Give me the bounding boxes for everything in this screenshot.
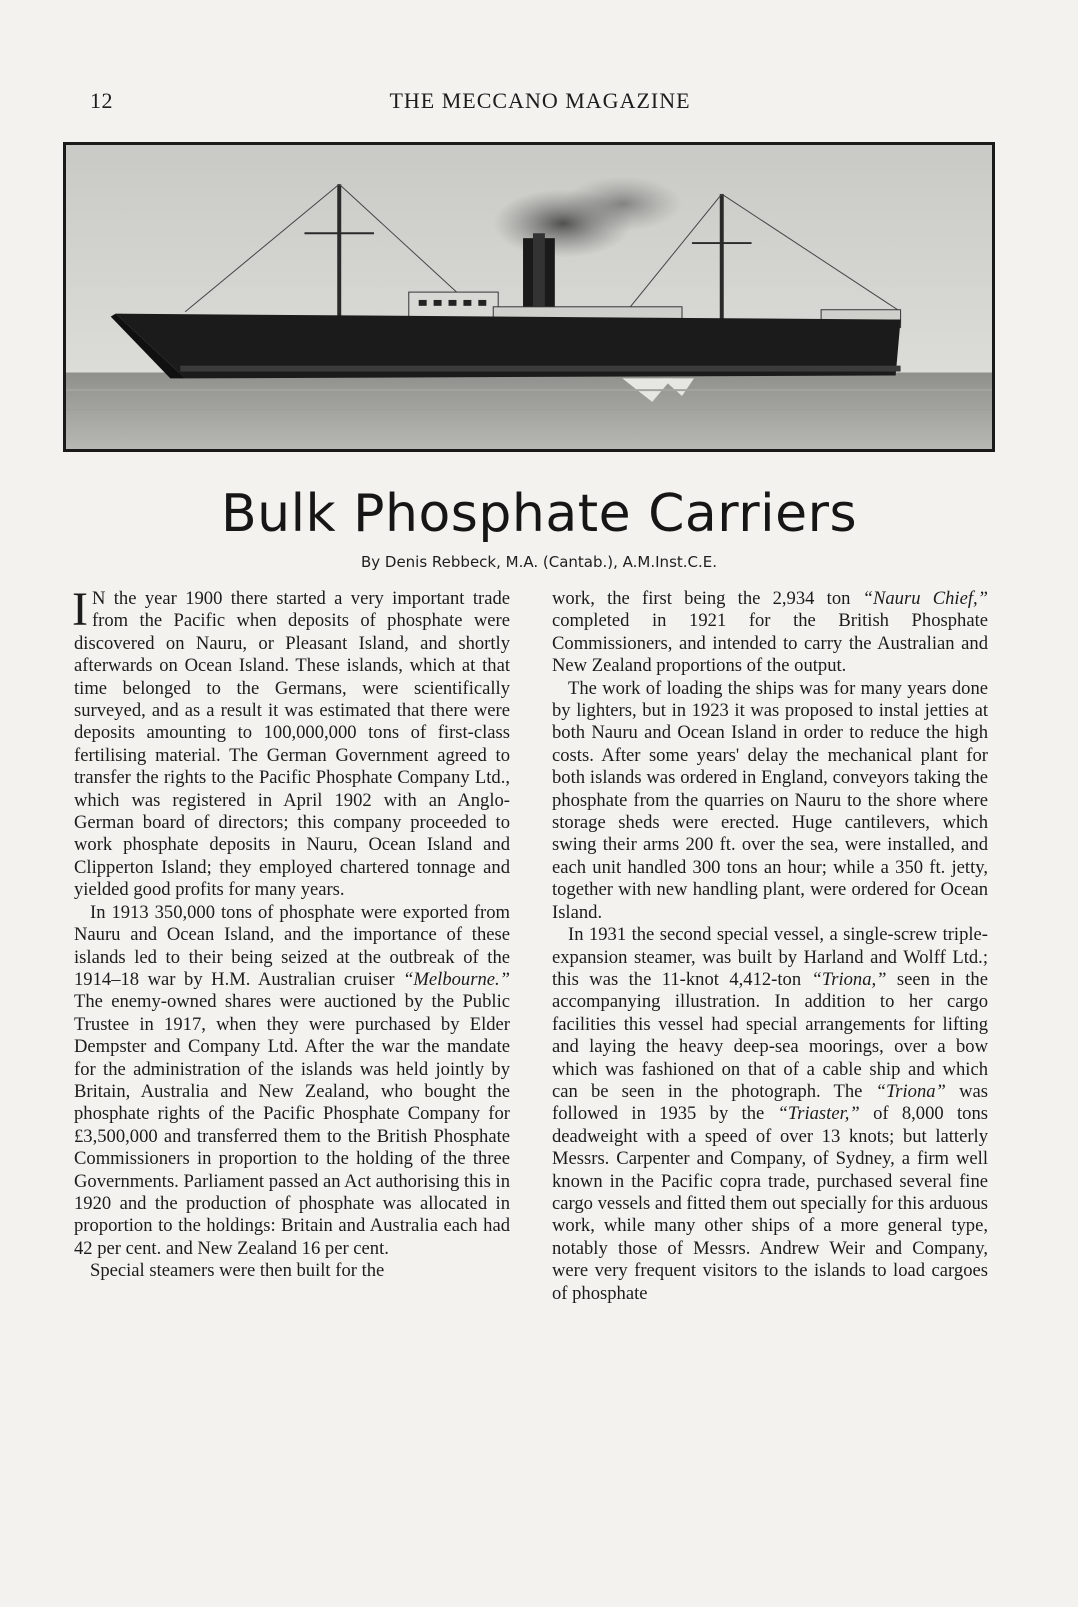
paragraph: In 1913 350,000 tons of phosphate were exported from Nauru and Ocean Island, and the importance of these islands led to their being seized at the outbreak of the 1914–18 war by H.M. Australian cruiser “Melbourne.” The enemy-owned shares were auctioned by the Public Trustee in 1917, when they were purchased by Elder Dempster and Company Ltd. After the war the mandate for the administration of the islands was held jointly by Britain, Australia and New Zealand, who bought the phosphate rights of the Pacific Phosphate Company for £3,500,000 and transferred them to the British Phosphate Commissioners in proportion to the holding of the three Governments. Parliament passed an Act authorising this in 1920 and the production of phosphate was allocated in proportion to the holdings: Britain and Australia each had 42 per cent. and New Zealand 16 per cent. (74, 901, 510, 1259)
steamship-photo (63, 142, 995, 452)
paragraph: work, the first being the 2,934 ton “Nauru Chief,” completed in 1921 for the British Phosphate Commissioners, and intended to carry the Australian and New Zealand proportions of the output. (552, 588, 988, 677)
article-byline: By Denis Rebbeck, M.A. (Cantab.), A.M.Inst.C.E. (360, 553, 718, 571)
article-title: Bulk Phosphate Carriers (220, 484, 858, 544)
paragraph: In 1931 the second special vessel, a single-screw triple-expansion steamer, was built by Harland and Wolff Ltd.; this was the 11-knot 4,412-ton “Triona,” seen in the accompanying illustration. In addition to her cargo facilities this vessel had special arrangements for lifting and laying the heavy deep-sea moorings, over a bow which was fashioned on that of a cable ship and which can be seen in the photograph. The “Triona” was followed in 1935 by the “Triaster,” of 8,000 tons deadweight with a speed of over 13 knots; but latterly Messrs. Carpenter and Company, of Sydney, a firm well known in the Pacific copra trade, purchased several fine cargo vessels and fitted them out specially for this arduous work, while many other ships of a more general type, notably those of Messrs. Andrew Weir and Company, were very frequent visitors to the islands to load cargoes of phosphate (552, 924, 988, 1304)
running-head: THE MECCANO MAGAZINE (389, 88, 691, 113)
page-number: 12 (90, 88, 113, 113)
ship-name: “Nauru Chief,” (862, 588, 988, 609)
right-column (552, 588, 988, 1305)
paragraph: I N the year 1900 there started a very important trade from the Pacific when deposits of phosphate were discovered on Nauru, or Pleasant Island, and shortly afterwards on Ocean Island. These islands, which at that time belonged to the Germans, were scientifically surveyed, and as a result it was estimated that there were deposits amounting to 100,000,000 tons of first-class fertilising material. The German Government agreed to transfer the rights to the Pacific Phosphate Company Ltd., which was registered in April 1902 with an Anglo-German board of directors; this company proceeded to work phosphate deposits in Nauru, Ocean Island and Clipperton Island; they employed chartered tonnage and yielded good profits for many years. (72, 583, 510, 901)
ship-name: “Triona” (875, 1080, 946, 1102)
ship-name: “Triona,” (811, 968, 887, 990)
left-column (72, 583, 510, 1283)
paragraph: Special steamers were then built for the (90, 1260, 385, 1282)
steamship-illustration (66, 145, 992, 449)
ship-name: “Triaster,” (777, 1103, 860, 1125)
drop-cap: I (72, 583, 88, 636)
paragraph: The work of loading the ships was for many years done by lighters, but in 1923 it was proposed to instal jetties at both Nauru and Ocean Island in order to reduce the high costs. After some years' delay the mechanical plant for both islands was ordered in England, conveyors taking the phosphate from the quarries on Nauru to the shore where storage sheds were erected. Huge cantilevers, which swing their arms 200 ft. over the sea, were installed, and each unit handled 300 tons an hour; while a 350 ft. jetty, together with new handling plant, were ordered for Ocean Island. (552, 677, 988, 923)
ship-name: “Melbourne.” (403, 968, 510, 990)
